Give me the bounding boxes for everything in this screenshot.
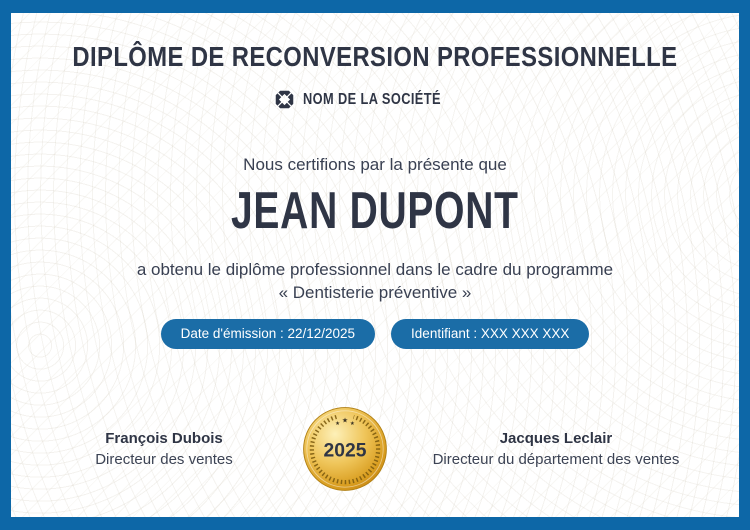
- medal-star-right: ★: [349, 421, 355, 428]
- medal-year: 2025: [323, 440, 367, 462]
- recipient-name: JEAN DUPONT: [231, 182, 519, 240]
- award-medal-icon: [299, 403, 391, 495]
- certificate-body: [137, 258, 613, 304]
- signature-right: [391, 428, 721, 470]
- signature-role: Directeur des ventes: [95, 451, 233, 468]
- medal-star-center: ★: [341, 417, 349, 425]
- signature-name: Jacques Leclair: [499, 430, 613, 447]
- badge-row: [161, 319, 590, 349]
- signature-role: Directeur du département des ventes: [432, 451, 680, 468]
- issue-date-badge: Date d'émission : 22/12/2025: [161, 319, 375, 349]
- certificate: [11, 13, 739, 517]
- company-logo-icon: [274, 89, 295, 110]
- body-line-2: « Dentisterie préventive »: [278, 283, 472, 302]
- signature-row: [29, 403, 721, 495]
- signature-left: [29, 428, 299, 470]
- certificate-title: DIPLÔME DE RECONVERSION PROFESSIONNELLE: [72, 41, 678, 72]
- company-brand: [274, 89, 475, 110]
- company-name: NOM DE LA SOCIÉTÉ: [303, 90, 442, 108]
- signature-name: François Dubois: [105, 430, 223, 447]
- body-line-1: a obtenu le diplôme professionnel dans le cadre du programme: [136, 260, 614, 279]
- medal-star-left: ★: [335, 421, 341, 428]
- identifier-badge: Identifiant : XXX XXX XXX: [391, 319, 589, 349]
- certification-intro: Nous certifions par la présente que: [243, 155, 507, 174]
